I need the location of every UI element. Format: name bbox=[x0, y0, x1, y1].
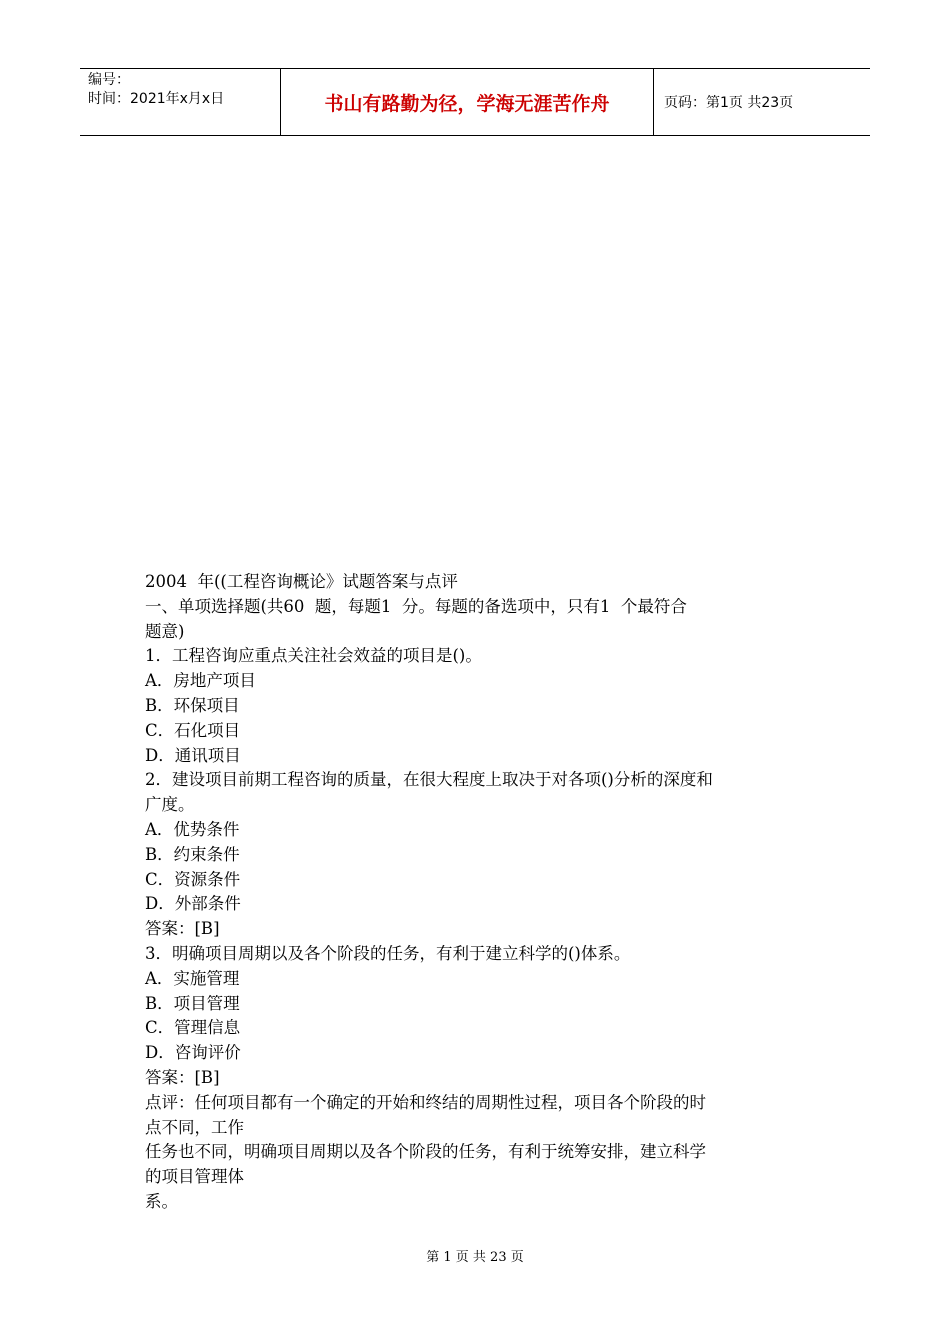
q3-comment-line-1: 点评：任何项目都有一个确定的开始和终结的周期性过程，项目各个阶段的时 bbox=[145, 1092, 706, 1112]
q1-option-b: B．环保项目 bbox=[145, 695, 240, 715]
q3-comment-line-4: 的项目管理体 bbox=[145, 1167, 244, 1187]
header-meta-cell bbox=[80, 69, 281, 135]
question-2: 2．建设项目前期工程咨询的质量，在很大程度上取决于对各项()分析的深度和 bbox=[145, 770, 713, 790]
q1-option-d: D．通讯项目 bbox=[145, 745, 241, 765]
page-footer bbox=[0, 1246, 950, 1265]
q3-answer: 答案：[B] bbox=[145, 1067, 220, 1087]
section-heading: 一、单项选择题(共60 题，每题1 分。每题的备选项中，只有1 个最符合 bbox=[145, 596, 687, 616]
q1-option-c: C．石化项目 bbox=[145, 720, 241, 740]
motto-text: 书山有路勤为径，学海无涯苦作舟 bbox=[324, 92, 610, 115]
q3-option-d: D．咨询评价 bbox=[145, 1043, 241, 1063]
q3-comment-line-2: 点不同，工作 bbox=[145, 1117, 244, 1137]
q2-option-c: C．资源条件 bbox=[145, 869, 241, 889]
q2-option-b: B．约束条件 bbox=[145, 844, 240, 864]
question-2-cont: 广度。 bbox=[145, 795, 195, 815]
footer-page-number: 第 1 页 共 23 页 bbox=[426, 1250, 524, 1265]
section-heading-cont: 题意) bbox=[145, 621, 185, 641]
q2-option-d: D．外部条件 bbox=[145, 894, 241, 914]
question-1: 1．工程咨询应重点关注社会效益的项目是()。 bbox=[145, 646, 482, 666]
q1-option-a: A．房地产项目 bbox=[145, 671, 256, 691]
q3-option-a: A．实施管理 bbox=[145, 968, 240, 988]
q2-answer: 答案：[B] bbox=[145, 919, 220, 939]
header-page-cell bbox=[654, 69, 870, 135]
question-3: 3．明确项目周期以及各个阶段的任务，有利于建立科学的()体系。 bbox=[145, 943, 631, 963]
document-time-label: 时间：2021年x月x日 bbox=[88, 91, 225, 107]
header-motto-cell bbox=[281, 69, 654, 135]
q3-option-b: B．项目管理 bbox=[145, 993, 240, 1013]
document-body bbox=[145, 570, 810, 1215]
document-number-label: 编号： bbox=[88, 72, 130, 88]
doc-title: 2004 年((工程咨询概论》试题答案与点评 bbox=[145, 572, 458, 591]
page-header bbox=[80, 68, 870, 136]
q3-option-c: C．管理信息 bbox=[145, 1018, 241, 1038]
q3-comment-line-5: 系。 bbox=[145, 1191, 178, 1211]
q3-comment-line-3: 任务也不同，明确项目周期以及各个阶段的任务，有利于统筹安排，建立科学 bbox=[145, 1142, 706, 1162]
q2-option-a: A．优势条件 bbox=[145, 819, 240, 839]
header-page-number: 页码：第1页 共23页 bbox=[664, 95, 794, 111]
